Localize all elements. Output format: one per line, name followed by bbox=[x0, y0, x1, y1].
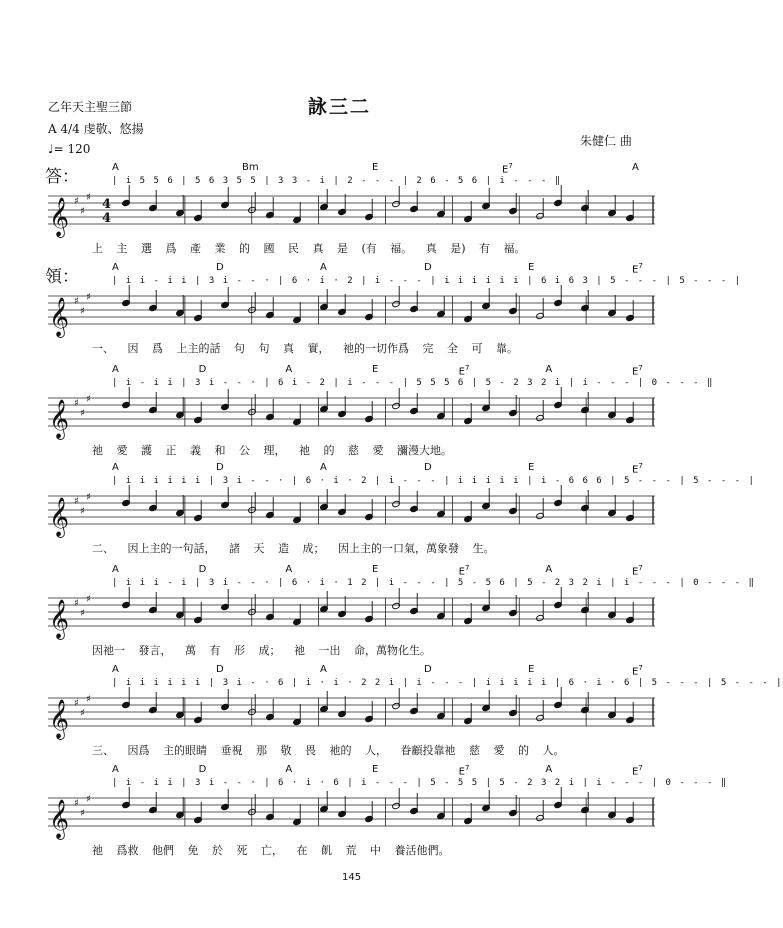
time-signature: 4 bbox=[102, 211, 112, 226]
chord-symbol: Bm bbox=[242, 162, 259, 173]
lyrics-line: 祂 爲救 他們 免 於 死 亡， 在 飢 荒 中 養活他們。 bbox=[92, 844, 450, 857]
sharp-icon: ♯ bbox=[74, 398, 79, 409]
treble-clef-icon: 𝄞 bbox=[49, 399, 70, 439]
sharp-icon: ♯ bbox=[74, 598, 79, 609]
sharp-icon: ♯ bbox=[80, 708, 85, 719]
jianpu-notation: | i - i i | 3 i - - · | 6 i - 2 | i - - - | 5 5 5 6 | 5 - 2 3 2 i | i - - - | 0 - - - ‖ bbox=[112, 378, 714, 388]
sharp-icon: ♯ bbox=[74, 496, 79, 507]
lyrics-line: 祂 愛 護 正 義 和 公 理， 祂 的 慈 愛 瀰漫大地。 bbox=[92, 444, 452, 457]
jianpu-notation: | i i i i i i | 3 i - · 6 | i · i · 2 2 i | i - - - | i i i i i | 6 · i · 6 | 5 - - - | 5 - - - | bbox=[112, 678, 783, 688]
jianpu-notation: | i i i - i | 3 i - - · | 6 · i · 1 2 | i - - - | 5 - 5 6 | 5 - 2 3 2 i | i - - - | 0 - - - ‖ bbox=[112, 578, 756, 588]
chord-symbol: $E^7$ bbox=[632, 462, 643, 476]
chord-symbol: E bbox=[372, 564, 379, 575]
sharp-icon: ♯ bbox=[86, 694, 91, 705]
jianpu-notation: | i 5 5 6 | 5 6 3 5 5 | 3 3 - i | 2 - - - | 2 6 - 5 6 | i - - - ‖ bbox=[112, 176, 562, 186]
chord-symbol: $E^7$ bbox=[632, 664, 643, 678]
chord-symbol: A bbox=[112, 462, 119, 473]
occasion-text: 乙年天主聖三節 bbox=[48, 100, 133, 114]
music-staff bbox=[48, 190, 655, 238]
chord-symbol: A bbox=[112, 162, 119, 173]
sharp-icon: ♯ bbox=[80, 306, 85, 317]
chord-symbol: E bbox=[528, 462, 535, 473]
sharp-icon: ♯ bbox=[74, 296, 79, 307]
chord-symbol: A bbox=[545, 564, 553, 575]
chord-symbol: A bbox=[285, 564, 293, 575]
chord-symbol: $E^7$ bbox=[458, 364, 470, 378]
sharp-icon: ♯ bbox=[74, 698, 79, 709]
chord-symbol: E bbox=[528, 664, 535, 675]
chord-symbol: A bbox=[112, 262, 119, 273]
page-title: 詠三二 bbox=[308, 96, 372, 118]
chord-symbol: A bbox=[320, 462, 327, 473]
lyrics-line: 三、 因爲 主的眼睛 垂視 那 敬 畏 祂的 人， 眷顧投靠祂 慈 愛 的 人。 bbox=[92, 744, 565, 757]
treble-clef-icon: 𝄞 bbox=[49, 799, 70, 839]
lyrics-line: 上 主 選 爲 產 業 的 國 民 真 是 (有 福。 真 是) 有 福。 bbox=[92, 242, 526, 255]
tempo-marking: ♩= 120 bbox=[48, 142, 91, 156]
music-staff bbox=[48, 692, 655, 740]
jianpu-notation: | i i i i i i | 3 i - - · | 6 · i · 2 | i - - - | i i i i i | i - 6 6 6 | 5 - - - | 5 - - - | bbox=[112, 476, 756, 486]
sharp-icon: ♯ bbox=[80, 206, 85, 217]
treble-clef-icon: 𝄞 bbox=[49, 297, 70, 337]
chord-symbol: $E^7$ bbox=[632, 262, 643, 276]
music-staff bbox=[48, 490, 655, 538]
chord-symbol: D bbox=[424, 664, 432, 675]
sharp-icon: ♯ bbox=[80, 808, 85, 819]
sharp-icon: ♯ bbox=[74, 798, 79, 809]
chord-symbol: E bbox=[372, 162, 379, 173]
chord-symbol: A bbox=[320, 664, 327, 675]
treble-clef-icon: 𝄞 bbox=[49, 699, 70, 739]
sharp-icon: ♯ bbox=[80, 506, 85, 517]
chord-symbol: A bbox=[112, 564, 119, 575]
chord-symbol: A bbox=[112, 364, 119, 375]
chord-symbol: $E^7$ bbox=[632, 564, 643, 578]
chord-symbol: $E^7$ bbox=[632, 364, 643, 378]
chord-symbol: A bbox=[320, 262, 327, 273]
chord-symbol: $E^7$ bbox=[632, 764, 643, 778]
lyrics-line: 一、 因 爲 上主的話 句 句 真 實， 祂的一切作爲 完 全 可 靠。 bbox=[92, 342, 518, 355]
music-staff bbox=[48, 592, 655, 640]
page-number: 145 bbox=[342, 872, 362, 883]
sharp-icon: ♯ bbox=[86, 492, 91, 503]
chord-symbol: $E^7$ bbox=[458, 564, 470, 578]
lyrics-line: 二、 因上主的一句話， 諸 天 造 成； 因上主的一口氣，萬象發 生。 bbox=[92, 542, 495, 555]
chord-symbol: E bbox=[372, 764, 379, 775]
chord-symbol: D bbox=[216, 664, 224, 675]
treble-clef-icon: 𝄞 bbox=[49, 497, 70, 537]
voice-label: 領： bbox=[45, 267, 79, 287]
sharp-icon: ♯ bbox=[86, 292, 91, 303]
jianpu-notation: | i i - i i | 3 i - - · | 6 · i · 2 | i - - - | i i i i i i | 6 i 6 3 | 5 - - - | 5 - - - | bbox=[112, 276, 742, 286]
sharp-icon: ♯ bbox=[86, 794, 91, 805]
composer-credit: 朱健仁 曲 bbox=[580, 134, 632, 148]
sharp-icon: ♯ bbox=[86, 394, 91, 405]
voice-label: 答： bbox=[45, 167, 79, 187]
sharp-icon: ♯ bbox=[86, 594, 91, 605]
chord-symbol: A bbox=[545, 764, 553, 775]
chord-symbol: A bbox=[285, 764, 293, 775]
chord-symbol: D bbox=[198, 764, 207, 775]
treble-clef-icon: 𝄞 bbox=[49, 599, 70, 639]
chord-symbol: E bbox=[528, 262, 535, 273]
music-staff bbox=[48, 792, 655, 840]
chord-symbol: A bbox=[632, 162, 639, 173]
chord-symbol: D bbox=[424, 462, 432, 473]
sharp-icon: ♯ bbox=[86, 192, 91, 203]
chord-symbol: A bbox=[112, 764, 119, 775]
lyrics-line: 因祂一 發言， 萬 有 形 成； 祂 一出 命，萬物化生。 bbox=[92, 644, 431, 657]
chord-symbol: E bbox=[372, 364, 379, 375]
chord-symbol: $E^7$ bbox=[458, 764, 470, 778]
chord-symbol: D bbox=[424, 262, 432, 273]
chord-symbol: D bbox=[216, 462, 224, 473]
treble-clef-icon: 𝄞 bbox=[49, 197, 70, 237]
sharp-icon: ♯ bbox=[74, 196, 79, 207]
chord-symbol: A bbox=[112, 664, 119, 675]
jianpu-notation: | i - i i | 3 i - - · | 6 · i · 6 | i - - - | 5 - 5 5 | 5 - 2 3 2 i | i - - - | 0 - - - ‖ bbox=[112, 778, 728, 788]
chord-symbol: A bbox=[545, 364, 553, 375]
sharp-icon: ♯ bbox=[80, 408, 85, 419]
chord-symbol: A bbox=[285, 364, 293, 375]
chord-symbol: D bbox=[198, 364, 207, 375]
music-staff bbox=[48, 392, 655, 440]
chord-symbol: D bbox=[216, 262, 224, 273]
chord-symbol: $E^7$ bbox=[502, 162, 513, 176]
key-meter-text: A 4/4 虔敬、悠揚 bbox=[48, 122, 144, 136]
chord-symbol: D bbox=[198, 564, 207, 575]
music-staff bbox=[48, 290, 655, 338]
time-signature: 4 bbox=[102, 197, 112, 212]
sharp-icon: ♯ bbox=[80, 608, 85, 619]
